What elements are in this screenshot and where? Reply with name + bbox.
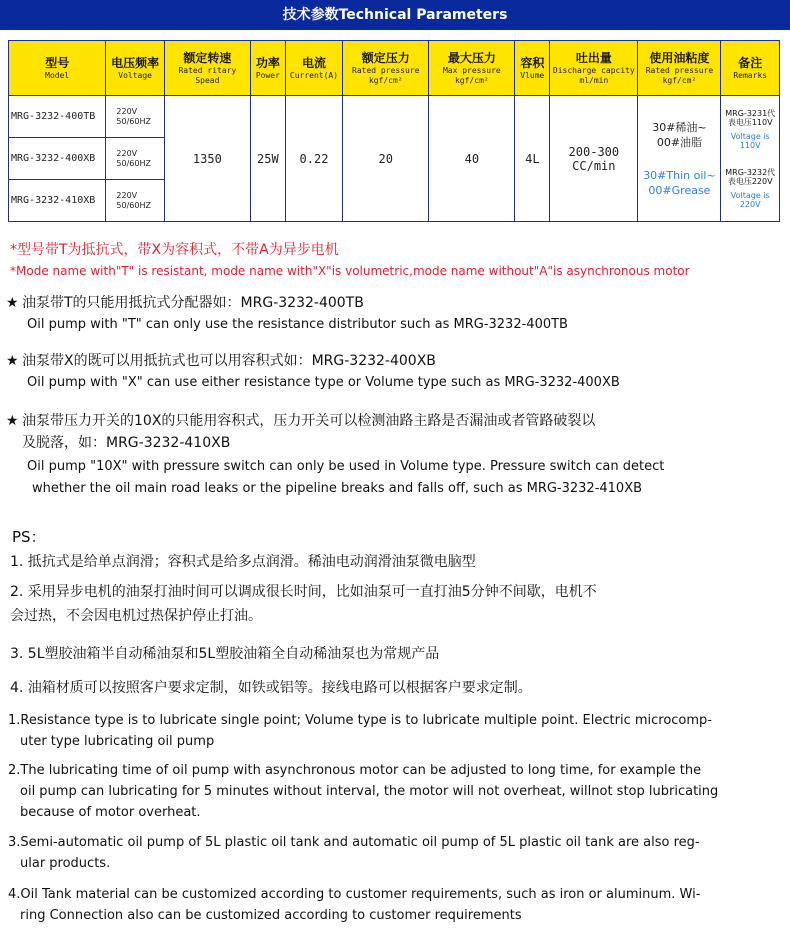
model-cell: MRG-3232-410XB <box>9 180 106 222</box>
remarks-cell: MRG-3231代 表电压110V Voltage is 110V MRG-3232代 表电压220V Voltage is 220V <box>721 96 780 222</box>
ps-item-cn: 4. 油箱材质可以按照客户要求定制，如铁或铝等。接线电路可以根据客户要求定制。 <box>10 680 532 696</box>
header-voltage: 电压频率 Voltage <box>106 41 164 96</box>
ps-item-cn: 1. 抵抗式是给单点润滑；容积式是给多点润滑。稀油电动润滑油泵微电脑型 <box>10 554 476 570</box>
voltage-cell: 220V 50/60HZ <box>106 180 164 222</box>
ps-item-en: because of motor overheat. <box>20 805 201 820</box>
ps-item-en: ring Connection also can be customized according to customer requirements <box>20 908 522 923</box>
note-text-cn: 及脱落，如：MRG-3232-410XB <box>22 435 231 451</box>
discharge-cell: 200-300 CC/min <box>550 96 638 222</box>
note-text-en: Oil pump with "X" can use either resistance type or Volume type such as MRG-3232-400XB <box>27 375 620 390</box>
note-text-cn: 油泵带T的只能用抵抗式分配器如：MRG-3232-400TB <box>22 295 364 311</box>
current-cell: 0.22 <box>285 96 342 222</box>
ps-item-cn: 会过热，不会因电机过热保护停止打油。 <box>10 608 262 624</box>
ps-label: PS： <box>12 528 46 546</box>
note-text-en: Oil pump with "T" can only use the resistance distributor such as MRG-3232-400TB <box>27 317 568 332</box>
note-text-en: whether the oil main road leaks or the pipeline breaks and falls off, such as MRG-3232-410XB <box>32 481 643 496</box>
rated-pressure-cell: 20 <box>343 96 429 222</box>
header-rated-pressure: 额定压力 Rated pressure kgf/cm² <box>343 41 429 96</box>
ps-item-cn: 3. 5L塑胶油箱半自动稀油泵和5L塑胶油箱全自动稀油泵也为常规产品 <box>10 646 440 662</box>
voltage-cell: 220V 50/60HZ <box>106 96 164 138</box>
model-cell: MRG-3232-400XB <box>9 138 106 180</box>
table-header-row <box>9 41 780 96</box>
ps-item-en: ular products. <box>20 856 111 871</box>
ps-item-en: 4.Oil Tank material can be customized according to customer requirements, such as iron or aluminum. Wi- <box>8 887 701 902</box>
star-icon: ★ <box>6 413 19 429</box>
star-icon: ★ <box>6 295 19 311</box>
ps-item-cn: 2. 采用异步电机的油泵打油时间可以调成很长时间，比如油泵可一直打油5分钟不间歇，电机不 <box>10 584 597 600</box>
model-naming-note-en: *Mode name with"T" is resistant, mode name with"X"is volumetric,mode name without"A"is asynchronous motor <box>10 264 690 278</box>
ps-item-en: uter type lubricating oil pump <box>20 734 215 749</box>
max-pressure-cell: 40 <box>429 96 515 222</box>
model-naming-note-cn: *型号带T为抵抗式，带X为容积式，不带A为异步电机 <box>10 242 339 258</box>
note-block <box>6 350 620 394</box>
note-text-cn: 油泵带压力开关的10X的只能用容积式，压力开关可以检测油路主路是否漏油或者管路破裂以 <box>22 413 596 429</box>
note-text-en: Oil pump "10X" with pressure switch can only be used in Volume type. Pressure switch can detect <box>27 459 665 474</box>
note-block <box>6 410 790 500</box>
header-max-pressure: 最大压力 Max pressure kgf/cm² <box>429 41 515 96</box>
header-model: 型号 Model <box>9 41 106 96</box>
header-remarks: 备注 Remarks <box>721 41 780 96</box>
note-block <box>6 292 568 336</box>
table-row <box>9 96 780 138</box>
page-title: 技术参数Technical Parameters <box>0 0 790 30</box>
note-text-cn: 油泵带X的既可以用抵抗式也可以用容积式如：MRG-3232-400XB <box>22 353 436 369</box>
header-viscosity: 使用油粘度 Rated pressure kgf/cm² <box>638 41 721 96</box>
header-volume: 容积 Vlume <box>515 41 550 96</box>
voltage-cell: 220V 50/60HZ <box>106 138 164 180</box>
header-speed: 额定转速 Rated ritary Spead <box>164 41 250 96</box>
ps-item-en: 1.Resistance type is to lubricate single point; Volume type is to lubricate multiple point. Electric microcomp- <box>8 713 712 728</box>
header-power: 功率 Power <box>250 41 285 96</box>
star-icon: ★ <box>6 353 19 369</box>
ps-item-en: 3.Semi-automatic oil pump of 5L plastic oil tank and automatic oil pump of 5L plastic oil tank are also reg- <box>8 835 700 850</box>
spec-table <box>8 40 780 222</box>
ps-item-en: 2.The lubricating time of oil pump with asynchronous motor can be adjusted to long time, for example the <box>8 763 702 778</box>
power-cell: 25W <box>250 96 285 222</box>
volume-cell: 4L <box>515 96 550 222</box>
viscosity-cell: 30#稀油~ 00#油脂 30#Thin oil~ 00#Grease <box>638 96 721 222</box>
ps-item-en: oil pump can lubricating for 5 minutes without interval, the motor will not overheat, willnot stop lubricating <box>20 784 719 799</box>
header-current: 电流 Current(A) <box>285 41 342 96</box>
header-discharge: 吐出量 Discharge capcity ml/min <box>550 41 638 96</box>
speed-cell: 1350 <box>164 96 250 222</box>
model-cell: MRG-3232-400TB <box>9 96 106 138</box>
